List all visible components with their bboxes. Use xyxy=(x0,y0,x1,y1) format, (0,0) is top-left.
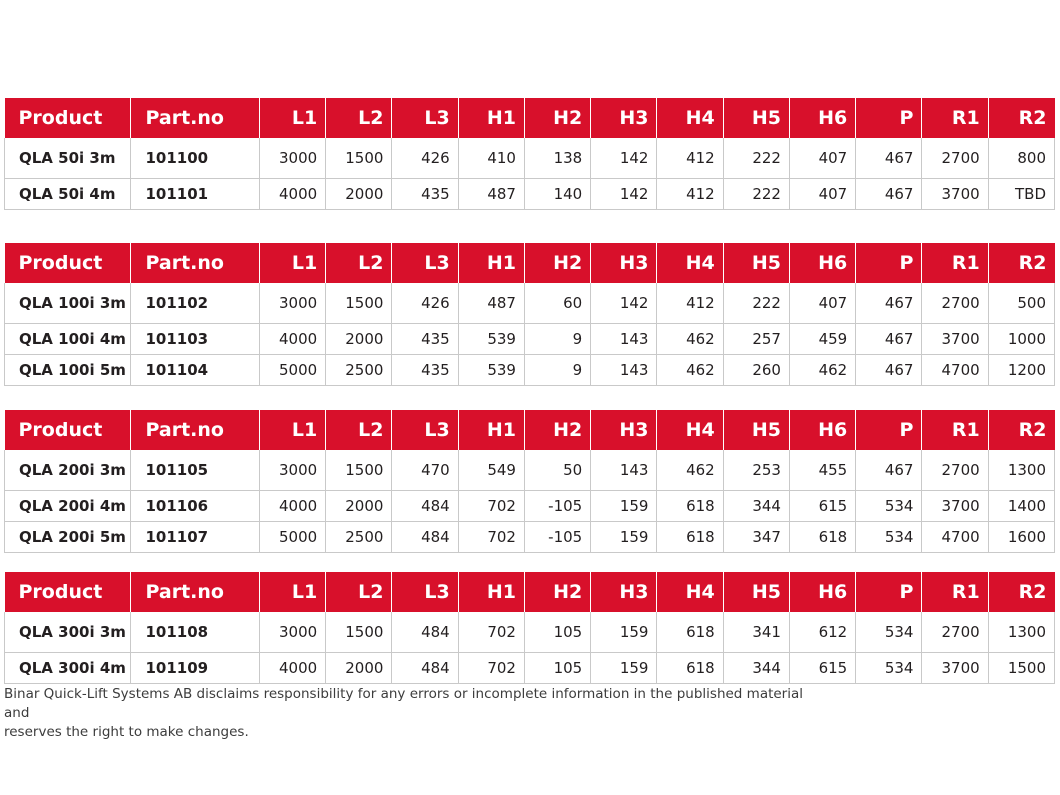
cell-product: QLA 50i 4m xyxy=(5,179,131,210)
column-header-l2: L2 xyxy=(326,243,392,283)
column-header-h3: H3 xyxy=(591,243,657,283)
cell-h6: 459 xyxy=(789,324,855,355)
column-header-h5: H5 xyxy=(723,410,789,450)
cell-product: QLA 300i 4m xyxy=(5,653,131,684)
cell-l2: 1500 xyxy=(326,283,392,324)
column-header-h2: H2 xyxy=(524,243,590,283)
column-header-product: Product xyxy=(5,98,131,138)
cell-h3: 159 xyxy=(591,653,657,684)
column-header-h6: H6 xyxy=(789,410,855,450)
column-header-h1: H1 xyxy=(458,243,524,283)
cell-h3: 142 xyxy=(591,179,657,210)
cell-l1: 4000 xyxy=(259,653,325,684)
column-header-part-no: Part.no xyxy=(131,98,259,138)
cell-h5: 347 xyxy=(723,522,789,553)
cell-h1: 702 xyxy=(458,612,524,653)
cell-h5: 222 xyxy=(723,138,789,179)
cell-h4: 462 xyxy=(657,355,723,386)
column-header-l3: L3 xyxy=(392,243,458,283)
cell-l1: 5000 xyxy=(259,355,325,386)
table-row xyxy=(5,450,1055,491)
cell-h5: 344 xyxy=(723,491,789,522)
cell-l3: 435 xyxy=(392,324,458,355)
cell-h5: 257 xyxy=(723,324,789,355)
cell-l2: 2000 xyxy=(326,653,392,684)
table-row xyxy=(5,179,1055,210)
cell-p: 534 xyxy=(856,653,922,684)
cell-h4: 462 xyxy=(657,324,723,355)
cell-h6: 407 xyxy=(789,179,855,210)
cell-l3: 426 xyxy=(392,138,458,179)
cell-l1: 3000 xyxy=(259,450,325,491)
cell-r2: 1600 xyxy=(988,522,1054,553)
cell-p: 467 xyxy=(856,450,922,491)
cell-h2: -105 xyxy=(524,491,590,522)
column-header-h3: H3 xyxy=(591,98,657,138)
column-header-product: Product xyxy=(5,243,131,283)
column-header-r1: R1 xyxy=(922,243,988,283)
table-row xyxy=(5,491,1055,522)
cell-h6: 615 xyxy=(789,653,855,684)
cell-r1: 3700 xyxy=(922,653,988,684)
column-header-p: P xyxy=(856,410,922,450)
disclaimer-line-1: Binar Quick-Lift Systems AB disclaims responsibility for any errors or incomplete information in the published material and xyxy=(4,686,804,721)
cell-l1: 4000 xyxy=(259,324,325,355)
cell-l2: 2000 xyxy=(326,324,392,355)
column-header-l3: L3 xyxy=(392,98,458,138)
table-row xyxy=(5,283,1055,324)
cell-h5: 222 xyxy=(723,283,789,324)
cell-h2: 138 xyxy=(524,138,590,179)
cell-h2: 50 xyxy=(524,450,590,491)
cell-r1: 2700 xyxy=(922,450,988,491)
cell-h5: 341 xyxy=(723,612,789,653)
cell-r1: 3700 xyxy=(922,179,988,210)
cell-h3: 159 xyxy=(591,522,657,553)
cell-l2: 2000 xyxy=(326,179,392,210)
cell-h3: 142 xyxy=(591,283,657,324)
cell-l1: 3000 xyxy=(259,612,325,653)
column-header-part-no: Part.no xyxy=(131,572,259,612)
column-header-h4: H4 xyxy=(657,572,723,612)
cell-h1: 702 xyxy=(458,522,524,553)
cell-r2: 1200 xyxy=(988,355,1054,386)
cell-l2: 1500 xyxy=(326,612,392,653)
disclaimer-text xyxy=(4,685,804,742)
cell-product: QLA 100i 3m xyxy=(5,283,131,324)
cell-l3: 484 xyxy=(392,653,458,684)
cell-part-no: 101109 xyxy=(131,653,259,684)
cell-l1: 3000 xyxy=(259,283,325,324)
cell-h2: 9 xyxy=(524,324,590,355)
table-header-row xyxy=(5,98,1055,138)
column-header-h1: H1 xyxy=(458,572,524,612)
cell-p: 467 xyxy=(856,179,922,210)
table-row xyxy=(5,653,1055,684)
cell-part-no: 101107 xyxy=(131,522,259,553)
cell-part-no: 101100 xyxy=(131,138,259,179)
cell-h6: 618 xyxy=(789,522,855,553)
cell-r1: 2700 xyxy=(922,612,988,653)
cell-product: QLA 100i 4m xyxy=(5,324,131,355)
cell-l3: 435 xyxy=(392,179,458,210)
column-header-p: P xyxy=(856,572,922,612)
spec-table-2 xyxy=(4,243,1055,386)
cell-l2: 2500 xyxy=(326,355,392,386)
cell-h3: 143 xyxy=(591,450,657,491)
cell-r2: 800 xyxy=(988,138,1054,179)
cell-h3: 142 xyxy=(591,138,657,179)
cell-h6: 407 xyxy=(789,283,855,324)
cell-h1: 487 xyxy=(458,179,524,210)
cell-l1: 4000 xyxy=(259,179,325,210)
cell-r2: 1300 xyxy=(988,450,1054,491)
cell-h3: 159 xyxy=(591,491,657,522)
column-header-part-no: Part.no xyxy=(131,410,259,450)
table-header-row xyxy=(5,410,1055,450)
cell-h1: 410 xyxy=(458,138,524,179)
cell-h3: 159 xyxy=(591,612,657,653)
cell-h4: 618 xyxy=(657,612,723,653)
column-header-h2: H2 xyxy=(524,98,590,138)
cell-part-no: 101105 xyxy=(131,450,259,491)
table-header-row xyxy=(5,572,1055,612)
cell-p: 534 xyxy=(856,491,922,522)
cell-l1: 5000 xyxy=(259,522,325,553)
spec-table-1 xyxy=(4,98,1055,210)
cell-h2: 60 xyxy=(524,283,590,324)
table-row xyxy=(5,355,1055,386)
spec-table-4 xyxy=(4,572,1055,684)
column-header-r1: R1 xyxy=(922,410,988,450)
cell-h6: 615 xyxy=(789,491,855,522)
column-header-p: P xyxy=(856,243,922,283)
column-header-r2: R2 xyxy=(988,98,1054,138)
cell-l2: 2500 xyxy=(326,522,392,553)
cell-l3: 435 xyxy=(392,355,458,386)
column-header-l2: L2 xyxy=(326,98,392,138)
cell-l3: 426 xyxy=(392,283,458,324)
cell-h4: 412 xyxy=(657,138,723,179)
cell-h1: 487 xyxy=(458,283,524,324)
column-header-h2: H2 xyxy=(524,572,590,612)
cell-h6: 455 xyxy=(789,450,855,491)
cell-part-no: 101103 xyxy=(131,324,259,355)
column-header-l3: L3 xyxy=(392,410,458,450)
cell-h6: 462 xyxy=(789,355,855,386)
cell-part-no: 101101 xyxy=(131,179,259,210)
cell-l3: 470 xyxy=(392,450,458,491)
cell-p: 467 xyxy=(856,324,922,355)
cell-h6: 612 xyxy=(789,612,855,653)
cell-r2: TBD xyxy=(988,179,1054,210)
cell-h6: 407 xyxy=(789,138,855,179)
column-header-l1: L1 xyxy=(259,98,325,138)
cell-product: QLA 200i 4m xyxy=(5,491,131,522)
table-header-row xyxy=(5,243,1055,283)
cell-part-no: 101102 xyxy=(131,283,259,324)
cell-r1: 3700 xyxy=(922,491,988,522)
cell-h2: 9 xyxy=(524,355,590,386)
cell-l1: 3000 xyxy=(259,138,325,179)
column-header-h2: H2 xyxy=(524,410,590,450)
cell-h2: 140 xyxy=(524,179,590,210)
column-header-product: Product xyxy=(5,572,131,612)
cell-r1: 2700 xyxy=(922,283,988,324)
column-header-part-no: Part.no xyxy=(131,243,259,283)
column-header-l1: L1 xyxy=(259,410,325,450)
column-header-r1: R1 xyxy=(922,98,988,138)
cell-product: QLA 200i 3m xyxy=(5,450,131,491)
cell-r2: 1400 xyxy=(988,491,1054,522)
cell-l3: 484 xyxy=(392,522,458,553)
cell-h4: 412 xyxy=(657,283,723,324)
cell-h5: 222 xyxy=(723,179,789,210)
cell-l1: 4000 xyxy=(259,491,325,522)
cell-r2: 1500 xyxy=(988,653,1054,684)
column-header-h4: H4 xyxy=(657,98,723,138)
disclaimer-line-2: reserves the right to make changes. xyxy=(4,724,249,740)
cell-part-no: 101106 xyxy=(131,491,259,522)
cell-product: QLA 200i 5m xyxy=(5,522,131,553)
cell-product: QLA 50i 3m xyxy=(5,138,131,179)
cell-h4: 412 xyxy=(657,179,723,210)
cell-h4: 618 xyxy=(657,653,723,684)
column-header-r1: R1 xyxy=(922,572,988,612)
cell-part-no: 101104 xyxy=(131,355,259,386)
cell-h3: 143 xyxy=(591,355,657,386)
column-header-r2: R2 xyxy=(988,410,1054,450)
cell-l3: 484 xyxy=(392,612,458,653)
column-header-product: Product xyxy=(5,410,131,450)
cell-h5: 344 xyxy=(723,653,789,684)
column-header-l1: L1 xyxy=(259,243,325,283)
column-header-h3: H3 xyxy=(591,572,657,612)
cell-h4: 618 xyxy=(657,491,723,522)
column-header-h1: H1 xyxy=(458,98,524,138)
cell-r2: 1300 xyxy=(988,612,1054,653)
cell-p: 467 xyxy=(856,138,922,179)
column-header-h6: H6 xyxy=(789,243,855,283)
cell-product: QLA 100i 5m xyxy=(5,355,131,386)
cell-h1: 539 xyxy=(458,324,524,355)
cell-part-no: 101108 xyxy=(131,612,259,653)
table-row xyxy=(5,522,1055,553)
cell-l2: 2000 xyxy=(326,491,392,522)
table-row xyxy=(5,324,1055,355)
cell-h2: -105 xyxy=(524,522,590,553)
cell-h4: 462 xyxy=(657,450,723,491)
cell-r1: 3700 xyxy=(922,324,988,355)
column-header-h4: H4 xyxy=(657,410,723,450)
cell-product: QLA 300i 3m xyxy=(5,612,131,653)
cell-l2: 1500 xyxy=(326,138,392,179)
column-header-h5: H5 xyxy=(723,572,789,612)
column-header-h6: H6 xyxy=(789,98,855,138)
column-header-h4: H4 xyxy=(657,243,723,283)
cell-h1: 539 xyxy=(458,355,524,386)
cell-h1: 549 xyxy=(458,450,524,491)
column-header-h3: H3 xyxy=(591,410,657,450)
table-row xyxy=(5,612,1055,653)
cell-h3: 143 xyxy=(591,324,657,355)
column-header-h6: H6 xyxy=(789,572,855,612)
cell-l3: 484 xyxy=(392,491,458,522)
cell-h5: 253 xyxy=(723,450,789,491)
spec-table-3 xyxy=(4,410,1055,553)
column-header-h1: H1 xyxy=(458,410,524,450)
column-header-r2: R2 xyxy=(988,243,1054,283)
cell-l2: 1500 xyxy=(326,450,392,491)
cell-h2: 105 xyxy=(524,653,590,684)
cell-h5: 260 xyxy=(723,355,789,386)
cell-h1: 702 xyxy=(458,491,524,522)
column-header-l2: L2 xyxy=(326,572,392,612)
column-header-l3: L3 xyxy=(392,572,458,612)
cell-r2: 500 xyxy=(988,283,1054,324)
cell-p: 467 xyxy=(856,283,922,324)
cell-p: 534 xyxy=(856,522,922,553)
cell-p: 534 xyxy=(856,612,922,653)
column-header-p: P xyxy=(856,98,922,138)
column-header-h5: H5 xyxy=(723,98,789,138)
cell-p: 467 xyxy=(856,355,922,386)
table-row xyxy=(5,138,1055,179)
cell-h2: 105 xyxy=(524,612,590,653)
column-header-l1: L1 xyxy=(259,572,325,612)
cell-r1: 4700 xyxy=(922,522,988,553)
cell-r1: 2700 xyxy=(922,138,988,179)
column-header-h5: H5 xyxy=(723,243,789,283)
column-header-l2: L2 xyxy=(326,410,392,450)
cell-h4: 618 xyxy=(657,522,723,553)
cell-r2: 1000 xyxy=(988,324,1054,355)
cell-r1: 4700 xyxy=(922,355,988,386)
column-header-r2: R2 xyxy=(988,572,1054,612)
cell-h1: 702 xyxy=(458,653,524,684)
